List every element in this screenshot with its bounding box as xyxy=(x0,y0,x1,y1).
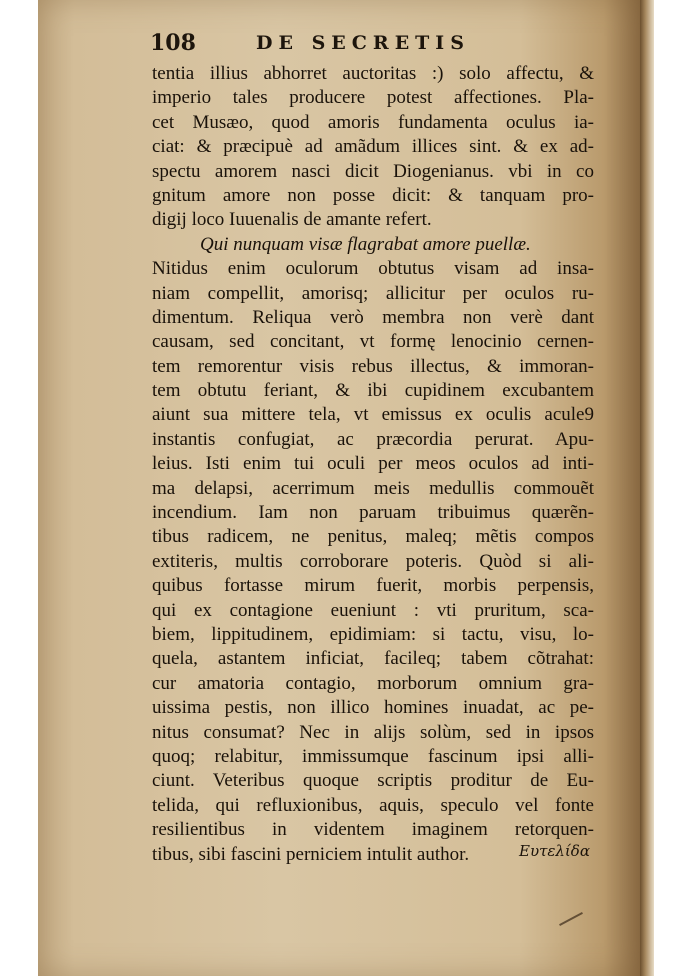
text-line: incendium. Iam non paruam tribuimus quærẽn- xyxy=(152,502,594,524)
text-line: nitus consumat? Nec in alijs solùm, sed in ipsos xyxy=(152,721,594,743)
text-line: biem, lippitudinem, epidimiam: si tactu, visu, lo- xyxy=(152,623,594,645)
page-gutter-edge xyxy=(640,0,654,976)
running-head xyxy=(150,30,590,62)
text-line: resilientibus in videntem imaginem retorquen- xyxy=(152,819,594,841)
text-line: uissima pestis, non illico homines inuadat, ac pe- xyxy=(152,697,594,719)
text-line: tentia illius abhorret auctoritas :) solo affectu, & xyxy=(152,63,594,84)
text-line: tibus radicem, ne penitus, maleq; mẽtis compos xyxy=(152,526,594,548)
text-line: digij loco Iuuenalis de amante refert. xyxy=(152,209,432,231)
text-line: ma delapsi, acerrimum meis medullis commouẽt xyxy=(152,477,594,499)
text-line: causam, sed concitant, vt formę lenocinio cernen- xyxy=(152,331,594,353)
text-line: quoq; relabitur, immissumque fascinum ipsi alli- xyxy=(152,745,594,767)
text-line: instantis confugiat, ac præcordia perurat. Apu- xyxy=(152,428,594,450)
text-line: spectu amorem nasci dicit Diogenianus. vbi in co xyxy=(152,160,594,182)
text-line: gnitum amore non posse dicit: & tanquam pro- xyxy=(152,184,594,206)
text-line: niam compellit, amorisq; allicitur per oculos ru- xyxy=(152,282,594,304)
text-line: quibus fortasse mirum fuerit, morbis perpensis, xyxy=(152,575,594,597)
text-line: tem remorentur visis rebus illectus, & immoran- xyxy=(152,355,594,377)
page-number: 108 xyxy=(150,30,196,56)
catchword: Ευτελίδα xyxy=(519,842,590,860)
text-line: leius. Isti enim tui oculi per meos oculos ad inti- xyxy=(152,453,594,475)
text-line: dimentum. Reliqua verò membra non verè dant xyxy=(152,306,594,328)
text-line: ciunt. Veteribus quoque scriptis proditur de Eu- xyxy=(152,770,594,792)
text-line: quela, astantem inficiat, facileq; tabem cõtrahat: xyxy=(152,648,594,670)
text-line: extiteris, multis corroborare poteris. Quòd si ali- xyxy=(152,550,594,572)
verse-quotation: Qui nunquam visæ flagrabat amore puellæ. xyxy=(200,233,531,255)
text-line: cur amatoria contagio, morborum omnium gra- xyxy=(152,672,594,694)
text-line: tem obtutu feriant, & ibi cupidinem excubantem xyxy=(152,380,594,402)
text-line: telida, qui refluxionibus, aquis, speculo vel fonte xyxy=(152,794,594,816)
text-line: Nitidus enim oculorum obtutus visam ad insa- xyxy=(152,258,594,280)
text-line: cet Musæo, quod amoris fundamenta oculus ia- xyxy=(152,111,594,133)
body-text xyxy=(152,62,594,867)
text-line: ciat: & præcipuè ad amãdum illices sint. & ex ad- xyxy=(152,136,594,158)
text-line: tibus, sibi fascini perniciem intulit author. xyxy=(152,843,470,865)
text-line: qui ex contagione eueniunt : vti pruritum, sca- xyxy=(152,599,594,621)
text-line: aiunt sua mittere tela, vt emissus ex oculis acule9 xyxy=(152,404,594,426)
text-line: imperio tales producere potest affectiones. Pla- xyxy=(152,87,594,109)
running-title: DE SECRETIS xyxy=(256,32,470,54)
